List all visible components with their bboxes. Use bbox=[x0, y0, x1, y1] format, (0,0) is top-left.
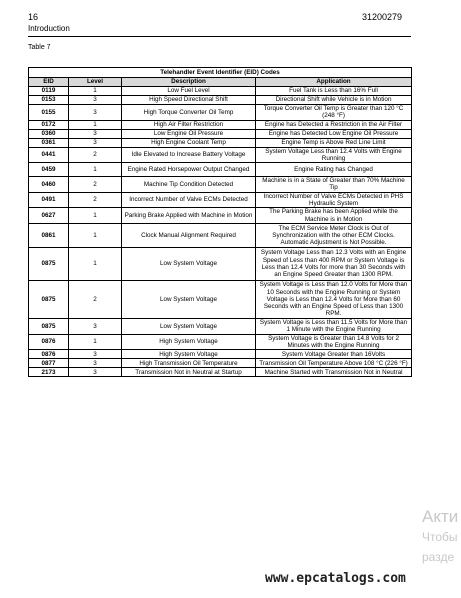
table-row bbox=[29, 334, 412, 350]
table-row bbox=[29, 105, 412, 121]
description-cell: High Speed Directional Shift bbox=[122, 96, 256, 105]
level-cell: 3 bbox=[69, 368, 122, 377]
column-header-level: Level bbox=[69, 78, 122, 87]
eid-cell: 0441 bbox=[29, 147, 69, 163]
eid-cell: 0172 bbox=[29, 120, 69, 129]
table-row bbox=[29, 138, 412, 147]
description-cell: Incorrect Number of Valve ECMs Detected bbox=[122, 192, 256, 208]
level-cell: 3 bbox=[69, 105, 122, 121]
table-row bbox=[29, 247, 412, 280]
level-cell: 3 bbox=[69, 129, 122, 138]
eid-cell: 0876 bbox=[29, 350, 69, 359]
eid-cell: 0876 bbox=[29, 334, 69, 350]
level-cell: 3 bbox=[69, 138, 122, 147]
table-row bbox=[29, 208, 412, 224]
eid-codes-table bbox=[28, 67, 412, 377]
table-body bbox=[29, 87, 412, 377]
level-cell: 1 bbox=[69, 87, 122, 96]
application-cell: System Voltage Greater than 16Volts bbox=[256, 350, 412, 359]
application-cell: System Voltage is Greater than 14.8 Volts for 2 Minutes with the Engine Running bbox=[256, 334, 412, 350]
application-cell: Directional Shift while Vehicle is in Motion bbox=[256, 96, 412, 105]
eid-cell: 0153 bbox=[29, 96, 69, 105]
description-cell: High System Voltage bbox=[122, 334, 256, 350]
site-watermark: www.epcatalogs.com bbox=[265, 571, 406, 586]
eid-cell: 0861 bbox=[29, 223, 69, 247]
description-cell: Engine Rated Horsepower Output Changed bbox=[122, 163, 256, 177]
application-cell: The Parking Brake has been Applied while the Machine is in Motion bbox=[256, 208, 412, 224]
level-cell: 1 bbox=[69, 208, 122, 224]
header-divider bbox=[28, 36, 411, 37]
table-row bbox=[29, 96, 412, 105]
application-cell: Fuel Tank is Less than 16% Full bbox=[256, 87, 412, 96]
level-cell: 1 bbox=[69, 334, 122, 350]
description-cell: Low System Voltage bbox=[122, 247, 256, 280]
description-cell: Parking Brake Applied with Machine in Motion bbox=[122, 208, 256, 224]
eid-cell: 0361 bbox=[29, 138, 69, 147]
level-cell: 1 bbox=[69, 247, 122, 280]
application-cell: Engine has Detected Low Engine Oil Pressure bbox=[256, 129, 412, 138]
table-label: Table 7 bbox=[28, 44, 51, 51]
description-cell: High Air Filter Restriction bbox=[122, 120, 256, 129]
table-row bbox=[29, 147, 412, 163]
table-row bbox=[29, 350, 412, 359]
table-row bbox=[29, 192, 412, 208]
eid-cell: 0875 bbox=[29, 247, 69, 280]
description-cell: Machine Tip Condition Detected bbox=[122, 177, 256, 193]
table-row bbox=[29, 223, 412, 247]
level-cell: 1 bbox=[69, 223, 122, 247]
document-number: 31200279 bbox=[361, 12, 402, 22]
description-cell: Idle Elevated to Increase Battery Voltage bbox=[122, 147, 256, 163]
eid-cell: 0155 bbox=[29, 105, 69, 121]
table-row bbox=[29, 368, 412, 377]
application-cell: Engine Rating has Changed bbox=[256, 163, 412, 177]
application-cell: Engine has Detected a Restriction in the Air Filter bbox=[256, 120, 412, 129]
level-cell: 2 bbox=[69, 192, 122, 208]
level-cell: 2 bbox=[69, 280, 122, 318]
description-cell: High Torque Converter Oil Temp bbox=[122, 105, 256, 121]
table-row bbox=[29, 280, 412, 318]
description-cell: Low Engine Oil Pressure bbox=[122, 129, 256, 138]
eid-cell: 0460 bbox=[29, 177, 69, 193]
table-row bbox=[29, 359, 412, 368]
application-cell: The ECM Service Meter Clock is Out of Synchronization with the other ECM Clocks. Automatic Adjustment is Not Possible. bbox=[256, 223, 412, 247]
eid-cell: 0875 bbox=[29, 318, 69, 334]
level-cell: 1 bbox=[69, 163, 122, 177]
description-cell: Low System Voltage bbox=[122, 280, 256, 318]
description-cell: Low System Voltage bbox=[122, 318, 256, 334]
eid-cell: 0459 bbox=[29, 163, 69, 177]
application-cell: System Voltage is Less than 12.0 Volts for More than 10 Seconds with the Engine Running or System Voltage is Less than 12.4 Volts for More than 60 Seconds with an Engine Speed of Less than 1300 RPM. bbox=[256, 280, 412, 318]
section-title: Introduction bbox=[28, 24, 70, 33]
eid-cell: 0877 bbox=[29, 359, 69, 368]
column-header-eid: EID bbox=[29, 78, 69, 87]
watermark-line-3: разде bbox=[422, 550, 455, 564]
application-cell: Machine Started with Transmission Not in Neutral bbox=[256, 368, 412, 377]
application-cell: Transmission Oil Temperature Above 108 °C (226 °F) bbox=[256, 359, 412, 368]
table-row bbox=[29, 177, 412, 193]
eid-cell: 0491 bbox=[29, 192, 69, 208]
level-cell: 3 bbox=[69, 350, 122, 359]
level-cell: 1 bbox=[69, 120, 122, 129]
level-cell: 2 bbox=[69, 147, 122, 163]
eid-cell: 0119 bbox=[29, 87, 69, 96]
eid-cell: 2173 bbox=[29, 368, 69, 377]
watermark-line-2: Чтобы bbox=[422, 530, 458, 544]
eid-cell: 0360 bbox=[29, 129, 69, 138]
level-cell: 3 bbox=[69, 96, 122, 105]
application-cell: Engine Temp is Above Red Line Limit bbox=[256, 138, 412, 147]
eid-cell: 0627 bbox=[29, 208, 69, 224]
description-cell: High Engine Coolant Temp bbox=[122, 138, 256, 147]
description-cell: Clock Manual Alignment Required bbox=[122, 223, 256, 247]
page-number: 16 bbox=[28, 12, 39, 22]
application-cell: System Voltage is Less than 11.5 Volts for More than 1 Minute with the Engine Running bbox=[256, 318, 412, 334]
description-cell: High System Voltage bbox=[122, 350, 256, 359]
eid-cell: 0875 bbox=[29, 280, 69, 318]
table-row bbox=[29, 120, 412, 129]
table-row bbox=[29, 87, 412, 96]
application-cell: Incorrect Number of Valve ECMs Detected in PHS Hydraulic System bbox=[256, 192, 412, 208]
column-header-application: Application bbox=[256, 78, 412, 87]
table-caption: Telehandler Event Identifier (EID) Codes bbox=[29, 68, 412, 78]
description-cell: Low Fuel Level bbox=[122, 87, 256, 96]
application-cell: Torque Converter Oil Temp is Greater than 120 °C (248 °F) bbox=[256, 105, 412, 121]
application-cell: System Voltage Less than 12.4 Volts with Engine Running bbox=[256, 147, 412, 163]
level-cell: 3 bbox=[69, 359, 122, 368]
level-cell: 3 bbox=[69, 318, 122, 334]
application-cell: Machine is in a State of Greater than 70% Machine Tip bbox=[256, 177, 412, 193]
watermark-line-1: Акти bbox=[422, 507, 459, 526]
level-cell: 2 bbox=[69, 177, 122, 193]
application-cell: System Voltage Less than 12.3 Volts with an Engine Speed of Less than 400 RPM or System Voltage is Less than 12.4 Volts for more than 30 Seconds with an Engine Speed Greater than 1300 RPM. bbox=[256, 247, 412, 280]
description-cell: Transmission Not in Neutral at Startup bbox=[122, 368, 256, 377]
description-cell: High Transmission Oil Temperature bbox=[122, 359, 256, 368]
table-row bbox=[29, 163, 412, 177]
table-row bbox=[29, 129, 412, 138]
table-row bbox=[29, 318, 412, 334]
column-header-description: Description bbox=[122, 78, 256, 87]
